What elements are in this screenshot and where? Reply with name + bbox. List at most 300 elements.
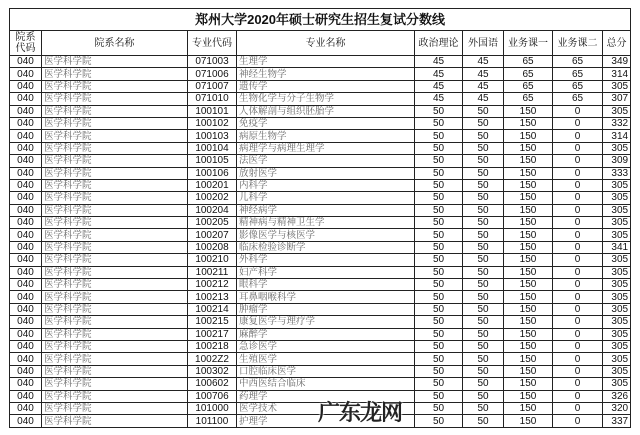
cell-foreign-language: 50 — [463, 130, 504, 142]
cell-dept-code: 040 — [10, 365, 42, 377]
cell-major-name: 临床检验诊断学 — [237, 241, 415, 253]
cell-major-name: 法医学 — [237, 155, 415, 167]
cell-dept-code: 040 — [10, 353, 42, 365]
cell-politics: 50 — [415, 402, 463, 414]
cell-politics: 50 — [415, 130, 463, 142]
cell-major-code: 100218 — [188, 340, 237, 352]
cell-subject-one: 150 — [504, 179, 553, 191]
cell-major-code: 100211 — [188, 266, 237, 278]
table-row — [10, 93, 631, 105]
cell-subject-two: 0 — [553, 254, 603, 266]
cell-total: 337 — [603, 415, 631, 427]
cell-dept-name: 医学科学院 — [42, 340, 188, 352]
cell-dept-code: 040 — [10, 93, 42, 105]
table-row — [10, 204, 631, 216]
cell-politics: 50 — [415, 316, 463, 328]
cell-subject-two: 65 — [553, 56, 603, 68]
cell-subject-two: 0 — [553, 353, 603, 365]
cell-dept-code: 040 — [10, 179, 42, 191]
cell-total: 305 — [603, 204, 631, 216]
cell-subject-one: 150 — [504, 254, 553, 266]
header-total: 总分 — [603, 31, 631, 56]
cell-politics: 50 — [415, 303, 463, 315]
cell-total: 305 — [603, 340, 631, 352]
cell-subject-two: 0 — [553, 204, 603, 216]
table-row — [10, 353, 631, 365]
cell-total: 305 — [603, 192, 631, 204]
cell-foreign-language: 50 — [463, 303, 504, 315]
cell-major-code: 100706 — [188, 390, 237, 402]
cell-total: 341 — [603, 241, 631, 253]
table-row — [10, 130, 631, 142]
cell-major-name: 生理学 — [237, 56, 415, 68]
cell-total: 309 — [603, 155, 631, 167]
cell-dept-name: 医学科学院 — [42, 254, 188, 266]
cell-subject-one: 150 — [504, 365, 553, 377]
cell-dept-code: 040 — [10, 241, 42, 253]
cell-politics: 50 — [415, 105, 463, 117]
cell-dept-code: 040 — [10, 340, 42, 352]
cell-subject-one: 150 — [504, 291, 553, 303]
cell-major-name: 康复医学与理疗学 — [237, 316, 415, 328]
cell-subject-one: 150 — [504, 378, 553, 390]
header-dept-name: 院系名称 — [42, 31, 188, 56]
cell-foreign-language: 50 — [463, 229, 504, 241]
cell-politics: 45 — [415, 68, 463, 80]
cell-foreign-language: 50 — [463, 105, 504, 117]
cell-total: 349 — [603, 56, 631, 68]
cell-total: 326 — [603, 390, 631, 402]
cell-foreign-language: 50 — [463, 353, 504, 365]
cell-total: 305 — [603, 254, 631, 266]
cell-subject-one: 150 — [504, 316, 553, 328]
table-row — [10, 378, 631, 390]
cell-subject-one: 150 — [504, 266, 553, 278]
cell-total: 307 — [603, 93, 631, 105]
cell-major-name: 眼科学 — [237, 279, 415, 291]
cell-dept-code: 040 — [10, 217, 42, 229]
cell-subject-two: 0 — [553, 291, 603, 303]
cell-total: 305 — [603, 328, 631, 340]
cell-subject-two: 0 — [553, 192, 603, 204]
watermark-logo: 广东龙网 — [318, 401, 403, 426]
cell-total: 305 — [603, 378, 631, 390]
cell-major-name: 精神病与精神卫生学 — [237, 217, 415, 229]
cell-dept-name: 医学科学院 — [42, 390, 188, 402]
cell-major-code: 100208 — [188, 241, 237, 253]
cell-subject-two: 0 — [553, 117, 603, 129]
cell-subject-one: 150 — [504, 390, 553, 402]
cell-dept-code: 040 — [10, 229, 42, 241]
cell-subject-one: 65 — [504, 68, 553, 80]
cell-politics: 50 — [415, 204, 463, 216]
cell-major-code: 100201 — [188, 179, 237, 191]
cell-major-name: 护理学 — [237, 415, 415, 427]
cell-foreign-language: 50 — [463, 365, 504, 377]
header-row — [10, 31, 631, 56]
cell-dept-name: 医学科学院 — [42, 328, 188, 340]
table-row — [10, 217, 631, 229]
cell-major-code: 100106 — [188, 167, 237, 179]
cell-major-code: 100101 — [188, 105, 237, 117]
cell-foreign-language: 50 — [463, 390, 504, 402]
cell-dept-name: 医学科学院 — [42, 402, 188, 414]
cell-politics: 50 — [415, 192, 463, 204]
cell-dept-code: 040 — [10, 378, 42, 390]
cell-subject-one: 150 — [504, 142, 553, 154]
cell-total: 314 — [603, 130, 631, 142]
cell-dept-name: 医学科学院 — [42, 117, 188, 129]
cell-subject-one: 150 — [504, 155, 553, 167]
cell-major-code: 100213 — [188, 291, 237, 303]
cell-dept-code: 040 — [10, 279, 42, 291]
table-row — [10, 179, 631, 191]
cell-subject-two: 0 — [553, 328, 603, 340]
cell-dept-code: 040 — [10, 402, 42, 414]
cell-major-name: 肿瘤学 — [237, 303, 415, 315]
cell-subject-one: 150 — [504, 353, 553, 365]
cell-subject-two: 0 — [553, 340, 603, 352]
cell-foreign-language: 50 — [463, 266, 504, 278]
cell-subject-one: 65 — [504, 56, 553, 68]
cell-subject-two: 0 — [553, 316, 603, 328]
cell-politics: 50 — [415, 155, 463, 167]
cell-major-name: 病理学与病理生理学 — [237, 142, 415, 154]
cell-foreign-language: 50 — [463, 142, 504, 154]
cell-politics: 50 — [415, 266, 463, 278]
cell-subject-one: 150 — [504, 229, 553, 241]
cell-subject-one: 150 — [504, 328, 553, 340]
cell-politics: 45 — [415, 56, 463, 68]
cell-politics: 50 — [415, 390, 463, 402]
header-foreign-language: 外国语 — [463, 31, 504, 56]
table-row — [10, 365, 631, 377]
cell-dept-name: 医学科学院 — [42, 56, 188, 68]
cell-subject-one: 150 — [504, 130, 553, 142]
cell-total: 305 — [603, 217, 631, 229]
cell-dept-name: 医学科学院 — [42, 80, 188, 92]
cell-dept-name: 医学科学院 — [42, 415, 188, 427]
cell-major-code: 100207 — [188, 229, 237, 241]
cell-subject-one: 150 — [504, 117, 553, 129]
table-row — [10, 155, 631, 167]
cell-foreign-language: 50 — [463, 316, 504, 328]
cell-major-name: 放射医学 — [237, 167, 415, 179]
cell-major-code: 101100 — [188, 415, 237, 427]
cell-politics: 50 — [415, 229, 463, 241]
cell-foreign-language: 50 — [463, 117, 504, 129]
header-politics: 政治理论 — [415, 31, 463, 56]
cell-dept-name: 医学科学院 — [42, 155, 188, 167]
cell-dept-code: 040 — [10, 68, 42, 80]
cell-dept-code: 040 — [10, 117, 42, 129]
cell-foreign-language: 50 — [463, 328, 504, 340]
table-row — [10, 291, 631, 303]
cell-total: 305 — [603, 279, 631, 291]
cell-major-name: 影像医学与核医学 — [237, 229, 415, 241]
cell-foreign-language: 50 — [463, 204, 504, 216]
cell-dept-name: 医学科学院 — [42, 291, 188, 303]
cell-dept-name: 医学科学院 — [42, 229, 188, 241]
cell-major-name: 医学技术 — [237, 402, 415, 414]
cell-dept-code: 040 — [10, 254, 42, 266]
cell-dept-name: 医学科学院 — [42, 142, 188, 154]
cell-dept-name: 医学科学院 — [42, 93, 188, 105]
cell-total: 333 — [603, 167, 631, 179]
cell-major-name: 生物化学与分子生物学 — [237, 93, 415, 105]
cell-subject-two: 0 — [553, 365, 603, 377]
cell-politics: 50 — [415, 365, 463, 377]
cell-subject-two: 0 — [553, 378, 603, 390]
cell-dept-name: 医学科学院 — [42, 105, 188, 117]
cell-major-name: 中西医结合临床 — [237, 378, 415, 390]
cell-foreign-language: 50 — [463, 340, 504, 352]
cell-major-code: 100214 — [188, 303, 237, 315]
cell-major-name: 耳鼻咽喉科学 — [237, 291, 415, 303]
cell-major-code: 1002Z2 — [188, 353, 237, 365]
table-row — [10, 328, 631, 340]
table-row — [10, 254, 631, 266]
cell-foreign-language: 45 — [463, 68, 504, 80]
cell-dept-name: 医学科学院 — [42, 167, 188, 179]
cell-major-code: 100205 — [188, 217, 237, 229]
cell-foreign-language: 45 — [463, 80, 504, 92]
cell-dept-name: 医学科学院 — [42, 68, 188, 80]
cell-total: 314 — [603, 68, 631, 80]
cell-total: 305 — [603, 316, 631, 328]
cell-dept-name: 医学科学院 — [42, 192, 188, 204]
cell-subject-two: 0 — [553, 142, 603, 154]
cell-subject-one: 65 — [504, 93, 553, 105]
cell-total: 305 — [603, 266, 631, 278]
cell-politics: 50 — [415, 167, 463, 179]
cell-major-code: 100202 — [188, 192, 237, 204]
header-dept-code: 院系代码 — [10, 31, 42, 56]
table-row — [10, 167, 631, 179]
cell-dept-code: 040 — [10, 142, 42, 154]
cell-total: 305 — [603, 80, 631, 92]
cell-subject-two: 0 — [553, 415, 603, 427]
cell-politics: 50 — [415, 142, 463, 154]
cell-politics: 50 — [415, 340, 463, 352]
cell-subject-one: 150 — [504, 402, 553, 414]
cell-major-name: 人体解剖与组织胚胎学 — [237, 105, 415, 117]
cell-major-name: 生殖医学 — [237, 353, 415, 365]
cell-dept-code: 040 — [10, 192, 42, 204]
cell-subject-one: 150 — [504, 340, 553, 352]
cell-subject-two: 0 — [553, 241, 603, 253]
cell-politics: 50 — [415, 353, 463, 365]
cell-major-name: 麻醉学 — [237, 328, 415, 340]
cell-foreign-language: 50 — [463, 217, 504, 229]
cell-foreign-language: 50 — [463, 179, 504, 191]
cell-foreign-language: 50 — [463, 167, 504, 179]
cell-total: 305 — [603, 179, 631, 191]
cell-major-code: 100602 — [188, 378, 237, 390]
cell-major-code: 071007 — [188, 80, 237, 92]
cell-dept-name: 医学科学院 — [42, 353, 188, 365]
cell-major-name: 免疫学 — [237, 117, 415, 129]
cell-politics: 50 — [415, 117, 463, 129]
cell-major-name: 病原生物学 — [237, 130, 415, 142]
cell-subject-two: 0 — [553, 229, 603, 241]
cell-dept-code: 040 — [10, 390, 42, 402]
cell-subject-two: 0 — [553, 167, 603, 179]
cell-politics: 50 — [415, 279, 463, 291]
cell-major-code: 100103 — [188, 130, 237, 142]
table-row — [10, 105, 631, 117]
cell-subject-two: 0 — [553, 130, 603, 142]
cell-major-code: 071006 — [188, 68, 237, 80]
cell-dept-code: 040 — [10, 167, 42, 179]
cell-foreign-language: 50 — [463, 291, 504, 303]
cell-total: 305 — [603, 365, 631, 377]
cell-total: 305 — [603, 353, 631, 365]
cell-dept-code: 040 — [10, 105, 42, 117]
cell-foreign-language: 50 — [463, 155, 504, 167]
cell-politics: 50 — [415, 328, 463, 340]
cell-dept-name: 医学科学院 — [42, 365, 188, 377]
cell-dept-name: 医学科学院 — [42, 130, 188, 142]
score-table — [9, 8, 631, 428]
cell-total: 305 — [603, 105, 631, 117]
cell-total: 305 — [603, 291, 631, 303]
cell-dept-name: 医学科学院 — [42, 179, 188, 191]
header-subject-one: 业务课一 — [504, 31, 553, 56]
cell-subject-one: 150 — [504, 217, 553, 229]
cell-major-code: 071003 — [188, 56, 237, 68]
table-row — [10, 229, 631, 241]
cell-major-code: 071010 — [188, 93, 237, 105]
cell-subject-two: 0 — [553, 402, 603, 414]
cell-major-code: 101000 — [188, 402, 237, 414]
cell-politics: 50 — [415, 241, 463, 253]
cell-total: 305 — [603, 229, 631, 241]
cell-foreign-language: 50 — [463, 415, 504, 427]
table-row — [10, 117, 631, 129]
cell-subject-two: 0 — [553, 279, 603, 291]
table-row — [10, 80, 631, 92]
table-row — [10, 56, 631, 68]
cell-dept-code: 040 — [10, 316, 42, 328]
cell-dept-code: 040 — [10, 130, 42, 142]
cell-dept-name: 医学科学院 — [42, 279, 188, 291]
cell-politics: 50 — [415, 415, 463, 427]
table-row — [10, 241, 631, 253]
header-subject-two: 业务课二 — [553, 31, 603, 56]
cell-dept-name: 医学科学院 — [42, 266, 188, 278]
cell-dept-name: 医学科学院 — [42, 217, 188, 229]
cell-foreign-language: 45 — [463, 56, 504, 68]
cell-major-name: 神经生物学 — [237, 68, 415, 80]
table-title: 郑州大学2020年硕士研究生招生复试分数线 — [10, 9, 631, 31]
cell-major-code: 100212 — [188, 279, 237, 291]
cell-foreign-language: 50 — [463, 279, 504, 291]
cell-major-name: 妇产科学 — [237, 266, 415, 278]
cell-subject-one: 150 — [504, 192, 553, 204]
cell-major-name: 急诊医学 — [237, 340, 415, 352]
cell-subject-two: 65 — [553, 93, 603, 105]
cell-subject-two: 0 — [553, 390, 603, 402]
cell-major-name: 口腔临床医学 — [237, 365, 415, 377]
cell-foreign-language: 50 — [463, 241, 504, 253]
cell-politics: 50 — [415, 378, 463, 390]
cell-major-name: 儿科学 — [237, 192, 415, 204]
table-row — [10, 68, 631, 80]
cell-subject-one: 150 — [504, 303, 553, 315]
cell-dept-code: 040 — [10, 204, 42, 216]
table-row — [10, 279, 631, 291]
cell-major-name: 药理学 — [237, 390, 415, 402]
cell-dept-code: 040 — [10, 328, 42, 340]
table-row — [10, 266, 631, 278]
cell-subject-one: 150 — [504, 204, 553, 216]
header-major-code: 专业代码 — [188, 31, 237, 56]
cell-major-name: 遗传学 — [237, 80, 415, 92]
cell-subject-one: 150 — [504, 167, 553, 179]
cell-dept-code: 040 — [10, 266, 42, 278]
cell-dept-code: 040 — [10, 80, 42, 92]
cell-dept-code: 040 — [10, 155, 42, 167]
cell-subject-two: 0 — [553, 155, 603, 167]
cell-dept-name: 医学科学院 — [42, 303, 188, 315]
cell-politics: 45 — [415, 93, 463, 105]
cell-dept-code: 040 — [10, 291, 42, 303]
table-row — [10, 316, 631, 328]
cell-foreign-language: 45 — [463, 93, 504, 105]
cell-major-name: 内科学 — [237, 179, 415, 191]
cell-politics: 50 — [415, 217, 463, 229]
cell-subject-two: 0 — [553, 266, 603, 278]
cell-subject-one: 150 — [504, 279, 553, 291]
cell-major-code: 100104 — [188, 142, 237, 154]
cell-dept-name: 医学科学院 — [42, 378, 188, 390]
cell-major-code: 100210 — [188, 254, 237, 266]
cell-dept-code: 040 — [10, 303, 42, 315]
cell-subject-two: 0 — [553, 217, 603, 229]
cell-subject-two: 0 — [553, 303, 603, 315]
cell-total: 305 — [603, 303, 631, 315]
cell-major-code: 100105 — [188, 155, 237, 167]
cell-subject-two: 0 — [553, 105, 603, 117]
cell-politics: 50 — [415, 179, 463, 191]
table-row — [10, 303, 631, 315]
cell-foreign-language: 50 — [463, 192, 504, 204]
cell-foreign-language: 50 — [463, 378, 504, 390]
table-row — [10, 340, 631, 352]
cell-dept-name: 医学科学院 — [42, 241, 188, 253]
cell-subject-two: 0 — [553, 179, 603, 191]
cell-dept-name: 医学科学院 — [42, 316, 188, 328]
cell-major-name: 神经病学 — [237, 204, 415, 216]
cell-subject-two: 65 — [553, 68, 603, 80]
cell-major-code: 100215 — [188, 316, 237, 328]
cell-politics: 50 — [415, 291, 463, 303]
header-major-name: 专业名称 — [237, 31, 415, 56]
cell-subject-one: 150 — [504, 241, 553, 253]
cell-major-code: 100302 — [188, 365, 237, 377]
cell-subject-two: 65 — [553, 80, 603, 92]
table-row — [10, 192, 631, 204]
cell-dept-code: 040 — [10, 56, 42, 68]
cell-politics: 50 — [415, 254, 463, 266]
cell-total: 320 — [603, 402, 631, 414]
cell-total: 332 — [603, 117, 631, 129]
cell-dept-name: 医学科学院 — [42, 204, 188, 216]
cell-foreign-language: 50 — [463, 402, 504, 414]
cell-politics: 45 — [415, 80, 463, 92]
cell-total: 305 — [603, 142, 631, 154]
